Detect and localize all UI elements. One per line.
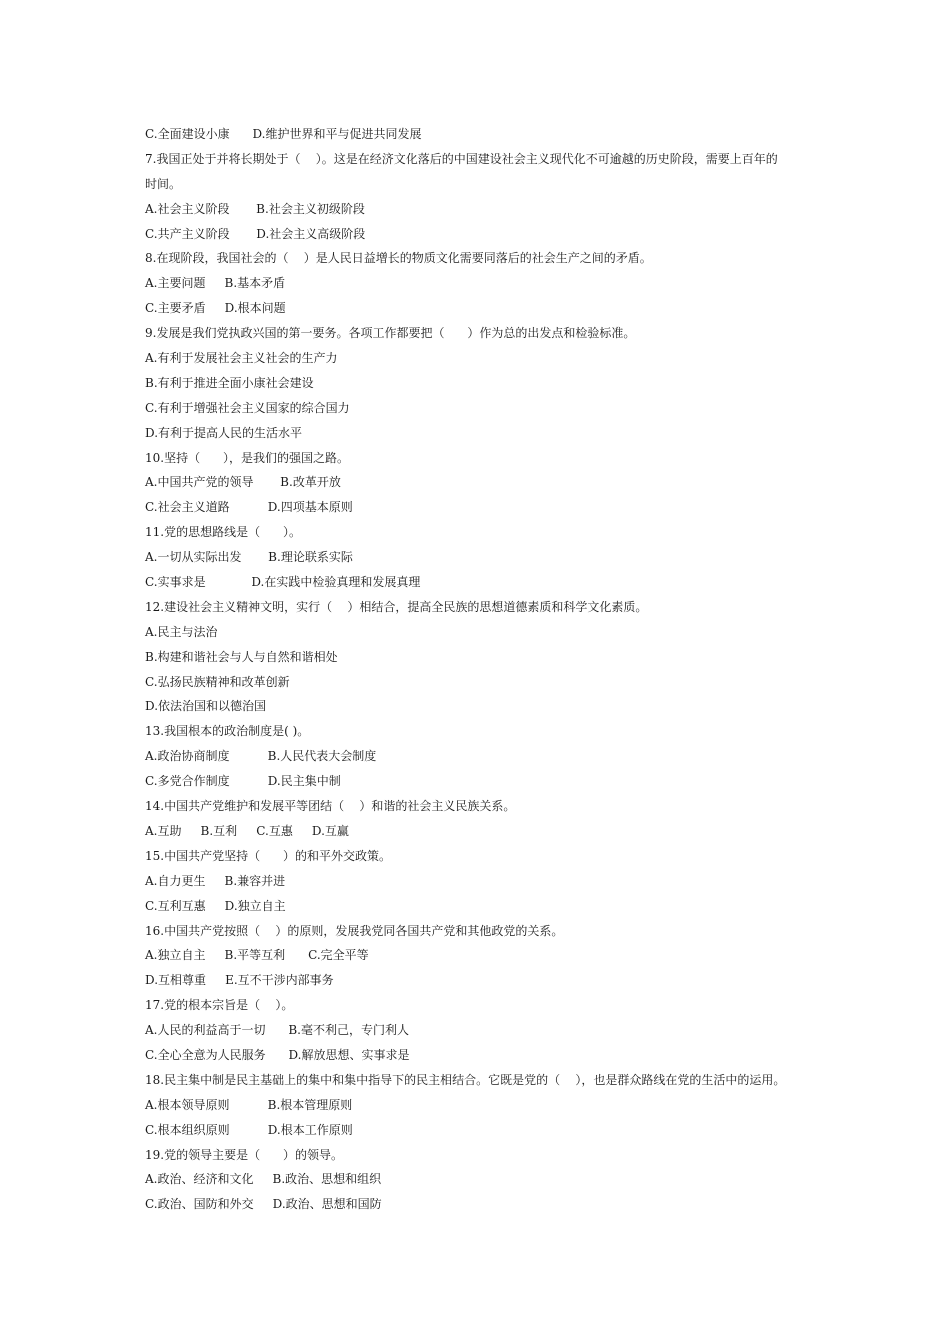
text-line: A.社会主义阶段 B.社会主义初级阶段 <box>145 201 365 216</box>
text-line: A.根本领导原则 B.根本管理原则 <box>145 1097 353 1112</box>
text-line: 13.我国根本的政治制度是( )。 <box>145 724 310 739</box>
text-line: 7.我国正处于并将长期处于（ ）。这是在经济文化落后的中国建设社会主义现代化不可逾越的历史阶段，需要上百年的 <box>145 151 778 166</box>
text-line: C.共产主义阶段 D.社会主义高级阶段 <box>145 226 366 241</box>
text-line: 8.在现阶段，我国社会的（ ）是人民日益增长的物质文化需要同落后的社会生产之间的矛盾。 <box>145 251 652 266</box>
text-line: A.民主与法治 <box>145 624 218 639</box>
text-line: C.有利于增强社会主义国家的综合国力 <box>145 400 350 415</box>
text-line: C.弘扬民族精神和改革创新 <box>145 674 290 689</box>
text-line: D.有利于提高人民的生活水平 <box>145 425 303 440</box>
text-line: C.根本组织原则 D.根本工作原则 <box>145 1122 353 1137</box>
text-line: B.构建和谐社会与人与自然和谐相处 <box>145 649 338 664</box>
text-line: 15.中国共产党坚持（ ）的和平外交政策。 <box>145 848 391 863</box>
document-page <box>145 122 825 1217</box>
text-line: A.主要问题 B.基本矛盾 <box>145 276 286 291</box>
text-line: A.自力更生 B.兼容并进 <box>145 873 286 888</box>
text-line: C.实事求是 D.在实践中检验真理和发展真理 <box>145 575 421 590</box>
text-line: A.独立自主 B.平等互利 C.完全平等 <box>145 948 369 963</box>
text-line: 16.中国共产党按照（ ）的原则，发展我党同各国共产党和其他政党的关系。 <box>145 923 564 938</box>
text-line: 9.发展是我们党执政兴国的第一要务。各项工作都要把（ ）作为总的出发点和检验标准。 <box>145 326 636 341</box>
text-line: 18.民主集中制是民主基础上的集中和集中指导下的民主相结合。它既是党的（ ），也是群众路线在党的生活中的运用。 <box>145 1072 786 1087</box>
text-line: C.互利互惠 D.独立自主 <box>145 898 286 913</box>
text-line: D.依法治国和以德治国 <box>145 699 267 714</box>
text-line: 17.党的根本宗旨是（ ）。 <box>145 998 294 1013</box>
text-line: C.全心全意为人民服务 D.解放思想、实事求是 <box>145 1047 410 1062</box>
text-line: B.有利于推进全面小康社会建设 <box>145 375 314 390</box>
text-line: 19.党的领导主要是（ ）的领导。 <box>145 1147 343 1162</box>
text-line: C.多党合作制度 D.民主集中制 <box>145 774 341 789</box>
text-line: A.互助 B.互利 C.互惠 D.互赢 <box>145 823 349 838</box>
text-line: A.有利于发展社会主义社会的生产力 <box>145 351 338 366</box>
text-line: A.一切从实际出发 B.理论联系实际 <box>145 550 353 565</box>
text-line: 10.坚持（ ），是我们的强国之路。 <box>145 450 349 465</box>
text-line: A.中国共产党的领导 B.改革开放 <box>145 475 341 490</box>
text-line: 12.建设社会主义精神文明，实行（ ）相结合，提高全民族的思想道德素质和科学文化素质。 <box>145 599 648 614</box>
text-line: 时间。 <box>145 176 182 191</box>
text-line: C.主要矛盾 D.根本问题 <box>145 301 286 316</box>
text-line: 14.中国共产党维护和发展平等团结（ ）和谐的社会主义民族关系。 <box>145 799 516 814</box>
text-line: A.政治、经济和文化 B.政治、思想和组织 <box>145 1172 382 1187</box>
text-line: A.人民的利益高于一切 B.毫不利己，专门利人 <box>145 1023 410 1038</box>
text-line: 11.党的思想路线是（ ）。 <box>145 525 301 540</box>
text-line: C.政治、国防和外交 D.政治、思想和国防 <box>145 1197 382 1212</box>
text-line: C.社会主义道路 D.四项基本原则 <box>145 500 353 515</box>
text-line: C.全面建设小康 D.维护世界和平与促进共同发展 <box>145 127 422 141</box>
text-line: A.政治协商制度 B.人民代表大会制度 <box>145 749 377 764</box>
text-line: D.互相尊重 E.互不干涉内部事务 <box>145 973 334 988</box>
